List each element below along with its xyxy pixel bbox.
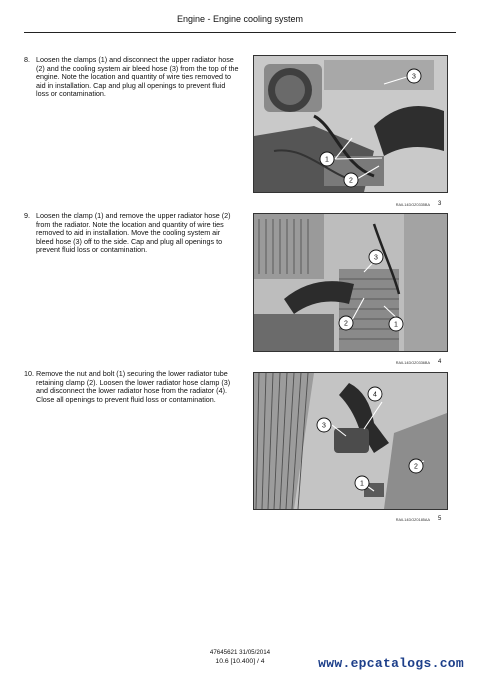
step-number: 9.: [24, 211, 30, 220]
svg-text:4: 4: [373, 391, 377, 399]
callout-marker: [355, 476, 369, 490]
callout-marker: [317, 418, 331, 432]
figure-code: RAIL14DOZ0335BA: [395, 203, 430, 207]
svg-text:3: 3: [374, 254, 378, 262]
svg-text:1: 1: [360, 480, 364, 488]
callout-marker: [409, 459, 423, 473]
header-divider: [24, 32, 456, 33]
callout-marker: [339, 316, 353, 330]
svg-text:2: 2: [344, 320, 348, 328]
figure-number: 5: [438, 516, 442, 522]
figure-code: RAIL14DOZ0185AA: [395, 518, 430, 522]
instruction-step: [24, 370, 239, 404]
figure-code: RAIL14DOZ0336BA: [395, 361, 430, 365]
step-text: Loosen the clamp (1) and remove the upper radiator hose (2) from the radiator. Note the location and quantity of wire ties removed to aid in installation. Move the cooling system air bleed hose (3) off to the side. Cap and plug all openings to prevent fluid loss or contamination.: [36, 211, 231, 255]
callout-marker: [369, 250, 383, 264]
svg-text:1: 1: [325, 156, 329, 164]
step-number: 10.: [24, 369, 34, 378]
svg-text:2: 2: [349, 177, 353, 185]
figure-engine-top: [253, 55, 448, 193]
callout-marker: [389, 317, 403, 331]
instruction-step: [24, 56, 239, 99]
svg-text:3: 3: [412, 73, 416, 81]
callout-marker: [320, 152, 334, 166]
figure-lower-radiator: [253, 372, 448, 510]
figure-number: 3: [438, 201, 442, 207]
watermark-text: www.epcatalogs.com: [318, 656, 464, 671]
step-number: 8.: [24, 55, 30, 64]
callout-marker: [368, 387, 382, 401]
instruction-step: [24, 212, 239, 255]
svg-text:2: 2: [414, 463, 418, 471]
svg-text:3: 3: [322, 422, 326, 430]
footer-doc-info: 47645621 31/05/2014: [209, 649, 271, 656]
footer-page-ref: 10.6 [10.400] / 4: [215, 658, 265, 665]
step-text: Loosen the clamps (1) and disconnect the upper radiator hose (2) and the cooling system air bleed hose (3) from the top of the engine. Note the location and quantity of wire ties removed to aid in installation. Cap and plug all openings to prevent fluid loss or contamination.: [36, 55, 239, 99]
figure-radiator-hose: [253, 213, 448, 352]
figure-number: 4: [438, 359, 442, 365]
callout-marker: [344, 173, 358, 187]
svg-text:1: 1: [394, 321, 398, 329]
step-text: Remove the nut and bolt (1) securing the lower radiator tube retaining clamp (2). Loosen the lower radiator hose clamp (3) and disconnect the lower radiator hose from the radiator (4). Close all openings to prevent fluid loss or contamination.: [36, 369, 231, 404]
callouts-layer: [254, 56, 447, 192]
callouts-layer: [254, 214, 447, 351]
callout-marker: [407, 69, 421, 83]
callouts-layer: [254, 373, 447, 509]
page-header: Engine - Engine cooling system: [176, 14, 304, 24]
